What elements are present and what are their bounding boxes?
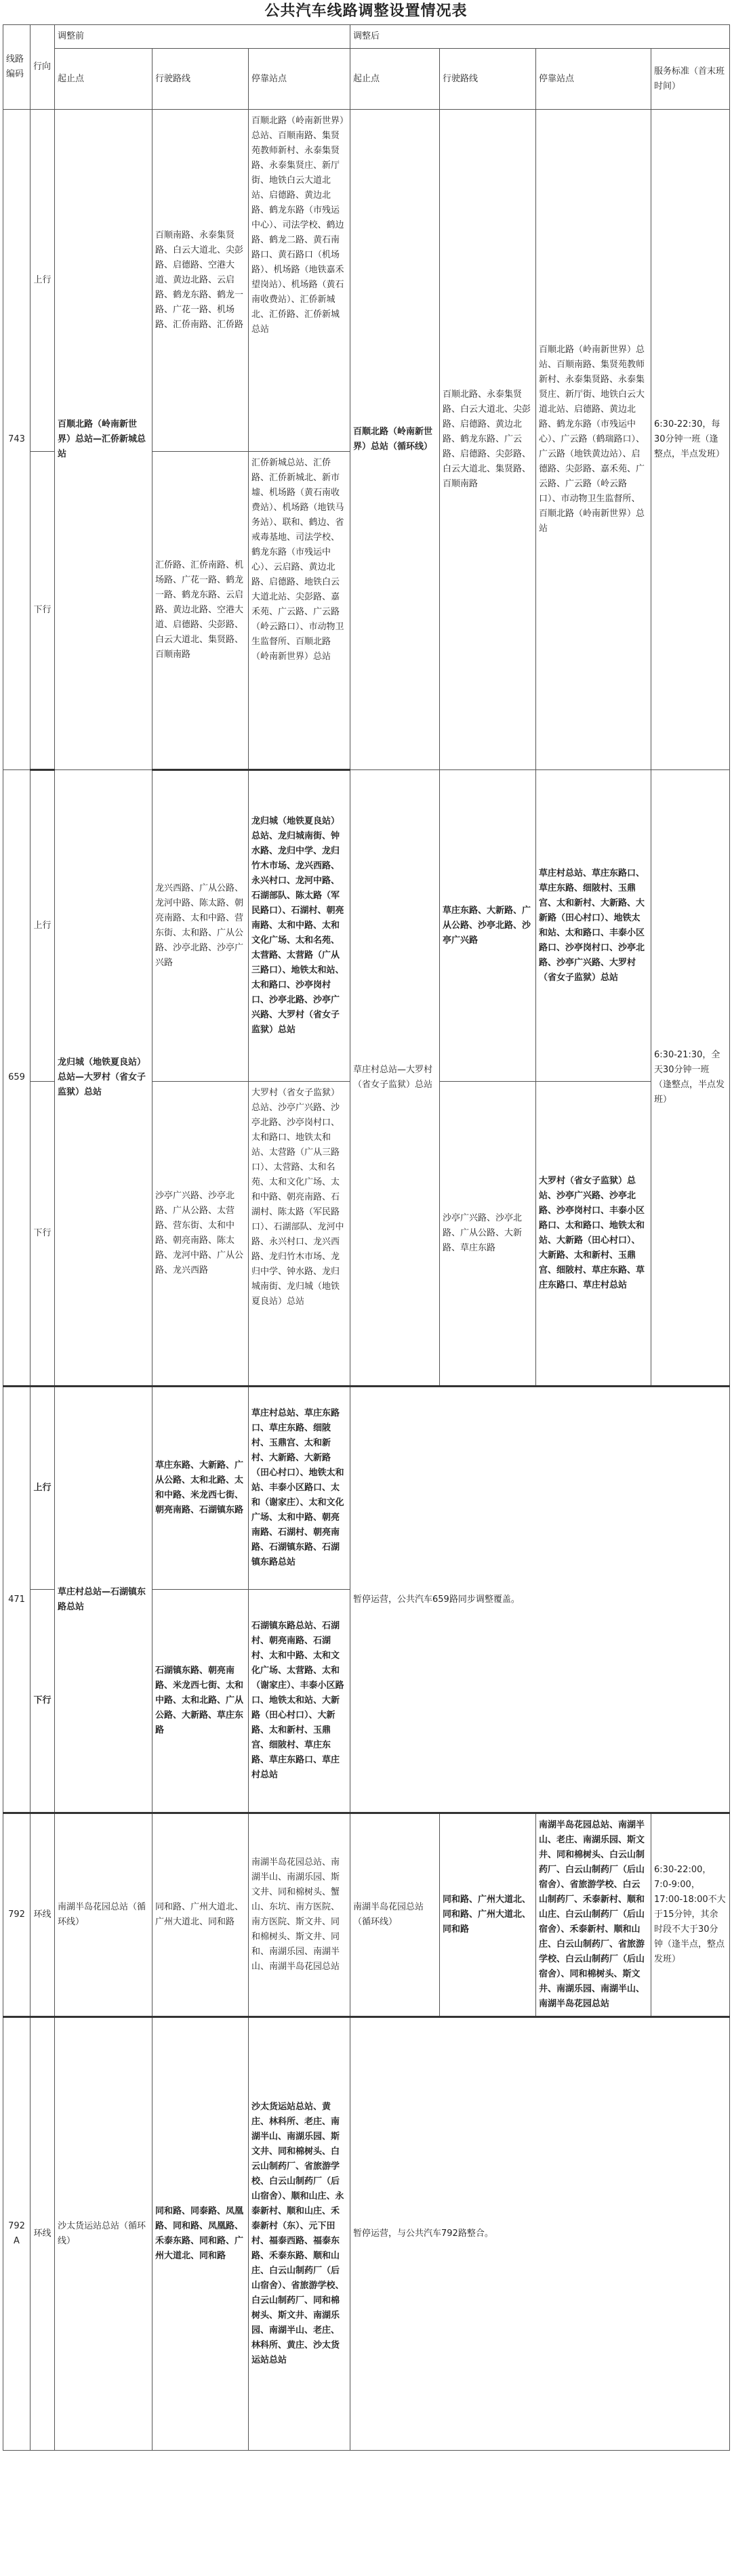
line-code: 471 (3, 1387, 30, 1813)
suspension-note: 暂停运营，与公共汽车792路整合。 (350, 2017, 730, 2451)
route-before: 龙兴西路、广从公路、龙河中路、陈太路、朝亮南路、太和中路、营东街、太和路、广从公路、沙亭北路、沙亭广兴路 (152, 770, 249, 1082)
route-after: 同和路、广州大道北、同和路、广州大道北、同和路 (440, 1813, 536, 2017)
table-row (3, 770, 730, 1082)
header-row-2 (3, 49, 730, 110)
suspension-note: 暂停运营，公共汽车659路同步调整覆盖。 (350, 1387, 730, 1813)
route-after: 百顺北路、永泰集贤路、白云大道北、尖彭路、启德路、黄边北路、鹤龙东路、广云路、启德路、尖彭路、白云大道北、集贤路、百顺南路 (440, 110, 536, 770)
start-end-before: 沙太货运站总站（循环线） (55, 2017, 152, 2451)
stops-before: 沙太货运站总站、黄庄、林科所、老庄、南湖半山、南湖乐园、斯文井、同和棉树头、白云山制药厂、省旅游学校、白云山制药厂（后山宿舍）、顺和山庄、永泰新村、顺和山庄、禾泰新村（东）、元下田村、福泰西路、福泰东路、禾泰东路、顺和山庄、白云山制药厂（后山宿舍）、省旅游学校、白云山制药厂、同和棉树头、斯文井、南湖乐园、南湖半山、老庄、林科所、黄庄、沙太货运站总站 (249, 2017, 350, 2451)
line-code: 659 (3, 770, 30, 1387)
direction-cell: 上行 (30, 1387, 55, 1590)
stops-before: 石湖镇东路总站、石湖村、朝亮南路、石湖村、太和中路、太和文化广场、太营路、太和（谢家庄）、丰泰小区路口、地铁太和站、大新路（田心村口）、大新路、太和新村、玉鼎宫、细陂村、草庄东路、草庄东路口、草庄村总站 (249, 1590, 350, 1813)
direction-cell: 下行 (30, 1082, 55, 1387)
stops-after: 南湖半岛花园总站、南湖半山、老庄、南湖乐园、斯文井、同和棉树头、白云山制药厂、白云山制药厂（后山宿舍）、省旅游学校、白云山制药厂、禾泰新村、顺和山庄、白云山制药厂（后山宿舍）、禾泰新村、顺和山庄、白云山制药厂、省旅游学校、白云山制药厂（后山宿舍）、同和棉树头、斯文井、南湖乐园、南湖半山、南湖半岛花园总站 (536, 1813, 651, 2017)
route-table (3, 24, 730, 2451)
route-before: 同和路、广州大道北、广州大道北、同和路 (152, 1813, 249, 2017)
start-end-after: 草庄村总站—大罗村（省女子监狱）总站 (350, 770, 440, 1387)
route-after: 草庄东路、大新路、广从公路、沙亭北路、沙亭广兴路 (440, 770, 536, 1082)
start-end-before: 南湖半岛花园总站（循环线） (55, 1813, 152, 2017)
direction-cell: 上行 (30, 770, 55, 1082)
service-standard: 6:30-22:30，每30分钟一班（逢整点，半点发班） (651, 110, 730, 770)
stops-before: 百顺北路（岭南新世界）总站、百顺南路、集贤苑教师新村、永泰集贤路、永泰集贤庄、新厅街、地铁白云大道北站、启德路、黄边北路、鹤龙东路（市残运中心）、司法学校、鹤边路、鹤龙二路、黄石南路口、黄石路口（机场路）、机场路（地铁嘉禾望岗站）、机场路（黄石南收费站）、汇侨新城北、汇侨路、汇侨新城总站 (249, 110, 350, 452)
header-start-end-after: 起止点 (350, 49, 440, 110)
start-end-after: 百顺北路（岭南新世界）总站（循环线） (350, 110, 440, 770)
stops-before: 龙归城（地铁夏良站）总站、龙归城南街、钟水路、龙归中学、龙归竹木市场、龙兴西路、永兴村口、龙河中路、石湖部队、陈太路（军民路口）、石湖村、朝亮南路、太和中路、太和文化广场、太和名苑、太营路、太营路（广从三路口）、地铁太和站、太和路口、沙亭岗村口、沙亭北路、沙亭广兴路、大罗村（省女子监狱）总站 (249, 770, 350, 1082)
header-direction: 行向 (30, 25, 55, 110)
direction-cell: 环线 (30, 1813, 55, 2017)
header-route-before: 行驶路线 (152, 49, 249, 110)
service-standard: 6:30-22:00，7:0-9:00，17:00-18:00不大于15分钟，其余时段不大于30分钟（逢半点，整点发班） (651, 1813, 730, 2017)
line-code: 792 (3, 1813, 30, 2017)
header-stops-after: 停靠站点 (536, 49, 651, 110)
route-after: 沙亭广兴路、沙亭北路、广从公路、大新路、草庄东路 (440, 1082, 536, 1387)
header-row-1 (3, 25, 730, 49)
table-row (3, 2017, 730, 2451)
start-end-before: 百顺北路（岭南新世界）总站—汇侨新城总站 (55, 110, 152, 770)
stops-after: 大罗村（省女子监狱）总站、沙亭广兴路、沙亭北路、沙亭岗村口、丰泰小区路口、太和路口、地铁太和站、大新路（田心村口）、大新路、太和新村、玉鼎宫、细陂村、草庄东路、草庄东路口、草庄村总站 (536, 1082, 651, 1387)
direction-cell: 下行 (30, 452, 55, 770)
page-title: 公共汽车线路调整设置情况表 (264, 3, 468, 20)
stops-after: 草庄村总站、草庄东路口、草庄东路、细陂村、玉鼎宫、太和新村、大新路、大新路（田心村口）、地铁太和站、太和路口、丰泰小区路口、沙亭岗村口、沙亭北路、沙亭广兴路、大罗村（省女子监狱）总站 (536, 770, 651, 1082)
stops-before: 大罗村（省女子监狱）总站、沙亭广兴路、沙亭北路、沙亭岗村口、太和路口、地铁太和站、太营路（广从三路口）、太营路、太和名苑、太和文化广场、太和中路、朝亮南路、石湖村、陈太路（军民路口）、石湖部队、龙河中路、永兴村口、龙兴西路、龙归竹木市场、龙归中学、钟水路、龙归城南街、龙归城（地铁夏良站）总站 (249, 1082, 350, 1387)
route-before: 草庄东路、大新路、广从公路、太和北路、太和中路、米龙西七街、朝亮南路、石湖镇东路 (152, 1387, 249, 1590)
header-line-code: 线路编码 (3, 25, 30, 110)
header-start-end-before: 起止点 (55, 49, 152, 110)
line-code: 792A (3, 2017, 30, 2451)
table-row (3, 1387, 730, 1590)
start-end-before: 草庄村总站—石湖镇东路总站 (55, 1387, 152, 1813)
route-before: 同和路、同泰路、凤凰路、同和路、凤凰路、禾泰东路、同和路、广州大道北、同和路 (152, 2017, 249, 2451)
route-before: 石湖镇东路、朝亮南路、米龙西七街、太和中路、太和北路、广从公路、大新路、草庄东路 (152, 1590, 249, 1813)
start-end-before: 龙归城（地铁夏良站）总站—大罗村（省女子监狱）总站 (55, 770, 152, 1387)
service-standard: 6:30-21:30，全天30分钟一班（逢整点，半点发班） (651, 770, 730, 1387)
stops-after: 百顺北路（岭南新世界）总站、百顺南路、集贤苑教师新村、永泰集贤路、永泰集贤庄、新厅街、地铁白云大道北站、启德路、黄边北路、鹤龙东路（市残运中心）、广云路（鹤瑞路口）、广云路（地铁黄边站）、启德路、尖彭路、嘉禾苑、广云路、广云路（岭云路口）、市动物卫生监督所、百顺北路（岭南新世界）总站 (536, 110, 651, 770)
start-end-after: 南湖半岛花园总站（循环线） (350, 1813, 440, 2017)
route-before: 百顺南路、永泰集贤路、白云大道北、尖彭路、启德路、空港大道、黄边北路、云启路、鹤龙东路、鹤龙一路、广花一路、机场路、汇侨南路、汇侨路 (152, 110, 249, 452)
route-before: 汇侨路、汇侨南路、机场路、广花一路、鹤龙一路、鹤龙东路、云启路、黄边北路、空港大道、启德路、尖彭路、白云大道北、集贤路、百顺南路 (152, 452, 249, 770)
route-before: 沙亭广兴路、沙亭北路、广从公路、太营路、营东街、太和中路、朝亮南路、陈太路、龙河中路、广从公路、龙兴西路 (152, 1082, 249, 1387)
stops-before: 汇侨新城总站、汇侨路、汇侨新城北、新市墟、机场路（黄石南收费站）、机场路（地铁马务站）、联和、鹤边、省戒毒基地、司法学校、鹤龙东路（市残运中心）、云启路、黄边北路、启德路、地铁白云大道北站、尖彭路、嘉禾苑、广云路、广云路（岭云路口）、市动物卫生监督所、百顺北路（岭南新世界）总站 (249, 452, 350, 770)
header-before: 调整前 (55, 25, 350, 49)
stops-before: 草庄村总站、草庄东路口、草庄东路、细陂村、玉鼎宫、太和新村、大新路、大新路（田心村口）、地铁太和站、丰泰小区路口、太和（谢家庄）、太和文化广场、太和中路、朝亮南路、石湖村、朝亮南路、石湖镇东路、石湖镇东路总站 (249, 1387, 350, 1590)
direction-cell: 下行 (30, 1590, 55, 1813)
header-route-after: 行驶路线 (440, 49, 536, 110)
header-service: 服务标准（首末班时间） (651, 49, 730, 110)
stops-before: 南湖半岛花园总站、南湖半山、南湖乐园、斯文井、同和棉树头、蟹山、东坑、南方医院、南方医院、斯文井、同和棉树头、斯文井、同和、南湖乐园、南湖半山、南湖半岛花园总站 (249, 1813, 350, 2017)
line-code: 743 (3, 110, 30, 770)
direction-cell: 上行 (30, 110, 55, 452)
table-row (3, 1813, 730, 2017)
header-after: 调整后 (350, 25, 730, 49)
table-row (3, 110, 730, 452)
direction-cell: 环线 (30, 2017, 55, 2451)
header-stops-before: 停靠站点 (249, 49, 350, 110)
